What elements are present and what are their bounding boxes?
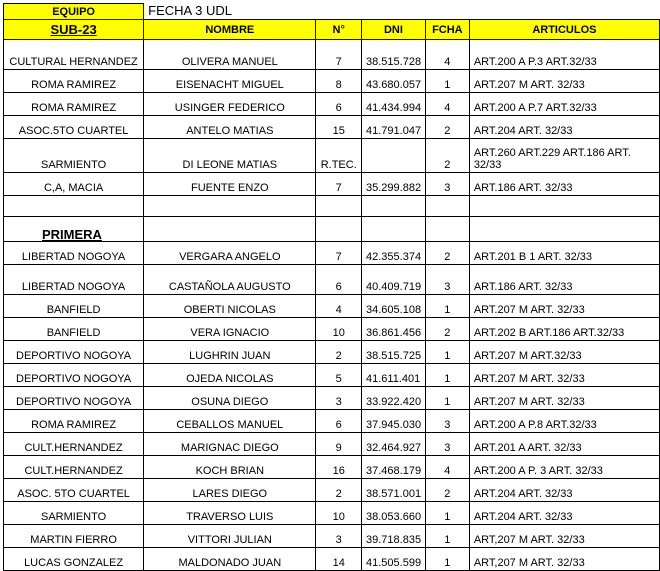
section-primera-row [4,217,660,242]
cell-fecha: 2 [425,139,469,173]
cell-numero: 2 [316,341,362,364]
cell-articulos: ART.204 ART. 32/33 [469,479,659,502]
cell-fecha: 1 [425,387,469,410]
cell-articulos: ART.200 A P.8 ART.32/33 [469,410,659,433]
cell-nombre: USINGER FEDERICO [144,93,316,116]
blank-cell [469,196,659,217]
cell-articulos: ART.207 M ART. 32/33 [469,70,659,93]
table-row [4,341,660,364]
table-row [4,456,660,479]
cell-numero: 15 [316,116,362,139]
blank-cell [144,196,316,217]
blank-cell [362,217,426,242]
cell-dni: 39.718.835 [362,525,426,548]
cell-numero: 16 [316,456,362,479]
cell-dni: 34.605.108 [362,295,426,318]
cell-equipo: SARMIENTO [4,502,144,525]
cell-dni: 37.945.030 [362,410,426,433]
cell-fecha: 2 [425,318,469,341]
cell-equipo: ROMA RAMIREZ [4,70,144,93]
fecha-title: FECHA 3 UDL [148,3,232,19]
cell-nombre: TRAVERSO LUIS [144,502,316,525]
cell-dni: 38.571.001 [362,479,426,502]
table-row [4,173,660,196]
cell-articulos: ART.207 M ART. 32/33 [469,387,659,410]
cell-fecha: 2 [425,242,469,265]
cell-numero: R.TEC. [316,139,362,173]
cell-equipo: CULT.HERNANDEZ [4,456,144,479]
table-row [4,502,660,525]
cell-numero: 10 [316,318,362,341]
cell-fecha: 1 [425,502,469,525]
cell-equipo: DEPORTIVO NOGOYA [4,387,144,410]
column-header-dni: DNI [362,20,426,40]
table-row [4,242,660,265]
cell-numero: 3 [316,525,362,548]
cell-numero: 8 [316,70,362,93]
cell-numero: 6 [316,93,362,116]
cell-dni: 41.505.599 [362,548,426,571]
table-row [4,479,660,502]
cell-nombre: EISENACHT MIGUEL [144,70,316,93]
cell-numero: 9 [316,433,362,456]
cell-numero: 7 [316,40,362,70]
cell-equipo: BANFIELD [4,318,144,341]
cell-nombre: VERA IGNACIO [144,318,316,341]
cell-dni [362,139,426,173]
cell-equipo: ASOC. 5TO CUARTEL [4,479,144,502]
cell-fecha: 3 [425,265,469,295]
blank-cell [316,217,362,242]
cell-nombre: KOCH BRIAN [144,456,316,479]
cell-numero: 2 [316,479,362,502]
cell-fecha: 1 [425,525,469,548]
cell-equipo: LUCAS GONZALEZ [4,548,144,571]
blank-cell [4,196,144,217]
header-row [4,20,660,40]
cell-nombre: OSUNA DIEGO [144,387,316,410]
cell-numero: 6 [316,265,362,295]
table-row [4,295,660,318]
cell-articulos: ART.200 A P.7 ART.32/33 [469,93,659,116]
cell-articulos: ART,207 M ART. 32/33 [469,548,659,571]
cell-articulos: ART.200 A P.3 ART.32/33 [469,40,659,70]
cell-articulos: ART.200 A P. 3 ART. 32/33 [469,456,659,479]
cell-nombre: ANTELO MATIAS [144,116,316,139]
cell-nombre: LARES DIEGO [144,479,316,502]
cell-numero: 3 [316,387,362,410]
table-row [4,139,660,173]
cell-dni: 41.611.401 [362,364,426,387]
table-row [4,387,660,410]
column-header-nombre: NOMBRE [144,20,316,40]
cell-equipo: ROMA RAMIREZ [4,410,144,433]
section-sub23-title: SUB-23 [4,20,144,40]
cell-fecha: 4 [425,93,469,116]
blank-cell [362,196,426,217]
column-header-articulos: ARTICULOS [469,20,659,40]
cell-numero: 5 [316,364,362,387]
cell-equipo: MARTIN FIERRO [4,525,144,548]
cell-nombre: DI LEONE MATIAS [144,139,316,173]
blank-row [4,196,660,217]
blank-cell [144,217,316,242]
cell-equipo: CULTURAL HERNANDEZ [4,40,144,70]
sanctions-table [3,3,660,571]
table-row [4,410,660,433]
cell-fecha: 1 [425,341,469,364]
cell-equipo: LIBERTAD NOGOYA [4,265,144,295]
cell-dni: 37.468.179 [362,456,426,479]
cell-articulos: ART.202 B ART.186 ART.32/33 [469,318,659,341]
blank-cell [425,217,469,242]
cell-nombre: VITTORI JULIAN [144,525,316,548]
cell-numero: 7 [316,173,362,196]
cell-equipo: DEPORTIVO NOGOYA [4,341,144,364]
blank-cell [425,196,469,217]
cell-dni: 33.922.420 [362,387,426,410]
cell-equipo: CULT.HERNANDEZ [4,433,144,456]
table-row [4,40,660,70]
cell-articulos: ART.186 ART. 32/33 [469,173,659,196]
cell-nombre: OLIVERA MANUEL [144,40,316,70]
cell-numero: 14 [316,548,362,571]
cell-fecha: 1 [425,70,469,93]
table-row [4,364,660,387]
cell-numero: 4 [316,295,362,318]
cell-nombre: FUENTE ENZO [144,173,316,196]
cell-numero: 10 [316,502,362,525]
cell-equipo: DEPORTIVO NOGOYA [4,364,144,387]
cell-articulos: ART.204 ART. 32/33 [469,502,659,525]
cell-fecha: 3 [425,433,469,456]
cell-fecha: 4 [425,40,469,70]
cell-equipo: ROMA RAMIREZ [4,93,144,116]
blank-cell [316,196,362,217]
cell-nombre: OJEDA NICOLAS [144,364,316,387]
cell-articulos: ART.201 B 1 ART. 32/33 [469,242,659,265]
cell-equipo: C,A, MACIA [4,173,144,196]
cell-fecha: 1 [425,548,469,571]
cell-fecha: 3 [425,173,469,196]
cell-articulos: ART.207 M ART.32/33 [469,341,659,364]
cell-articulos: ART.207 M ART. 32/33 [469,295,659,318]
cell-fecha: 3 [425,410,469,433]
table-row [4,93,660,116]
blank-cell [469,217,659,242]
cell-articulos: ART.186 ART. 32/33 [469,265,659,295]
table-row [4,318,660,341]
cell-dni: 32.464.927 [362,433,426,456]
cell-equipo: SARMIENTO [4,139,144,173]
cell-dni: 43.680.057 [362,70,426,93]
cell-fecha: 2 [425,116,469,139]
cell-articulos: ART.204 ART. 32/33 [469,116,659,139]
equipo-label: EQUIPO [4,4,144,20]
cell-dni: 38.053.660 [362,502,426,525]
table-row [4,548,660,571]
cell-numero: 6 [316,410,362,433]
cell-dni: 35.299.882 [362,173,426,196]
cell-fecha: 4 [425,456,469,479]
cell-fecha: 2 [425,479,469,502]
cell-articulos: ART,207 M ART. 32/33 [469,525,659,548]
cell-dni: 38.515.725 [362,341,426,364]
column-header-numero: N° [316,20,362,40]
cell-dni: 38.515.728 [362,40,426,70]
cell-numero: 7 [316,242,362,265]
cell-dni: 36.861.456 [362,318,426,341]
cell-fecha: 1 [425,364,469,387]
cell-dni: 40.409.719 [362,265,426,295]
table-row [4,116,660,139]
cell-articulos: ART.207 M ART. 32/33 [469,364,659,387]
cell-nombre: MALDONADO JUAN [144,548,316,571]
cell-dni: 41.791.047 [362,116,426,139]
title-row [4,4,660,20]
cell-equipo: ASOC.5TO CUARTEL [4,116,144,139]
cell-nombre: CEBALLOS MANUEL [144,410,316,433]
cell-articulos: ART.201 A ART. 32/33 [469,433,659,456]
cell-dni: 42.355.374 [362,242,426,265]
cell-equipo: LIBERTAD NOGOYA [4,242,144,265]
cell-nombre: MARIGNAC DIEGO [144,433,316,456]
cell-nombre: VERGARA ANGELO [144,242,316,265]
cell-equipo: BANFIELD [4,295,144,318]
cell-nombre: LUGHRIN JUAN [144,341,316,364]
column-header-fecha: FCHA [425,20,469,40]
cell-articulos: ART.260 ART.229 ART.186 ART. 32/33 [469,139,659,173]
cell-nombre: CASTAÑOLA AUGUSTO [144,265,316,295]
section-primera-title: PRIMERA [4,217,144,242]
table-row [4,70,660,93]
cell-fecha: 1 [425,295,469,318]
table-row [4,433,660,456]
cell-dni: 41.434.994 [362,93,426,116]
table-row [4,265,660,295]
cell-nombre: OBERTI NICOLAS [144,295,316,318]
